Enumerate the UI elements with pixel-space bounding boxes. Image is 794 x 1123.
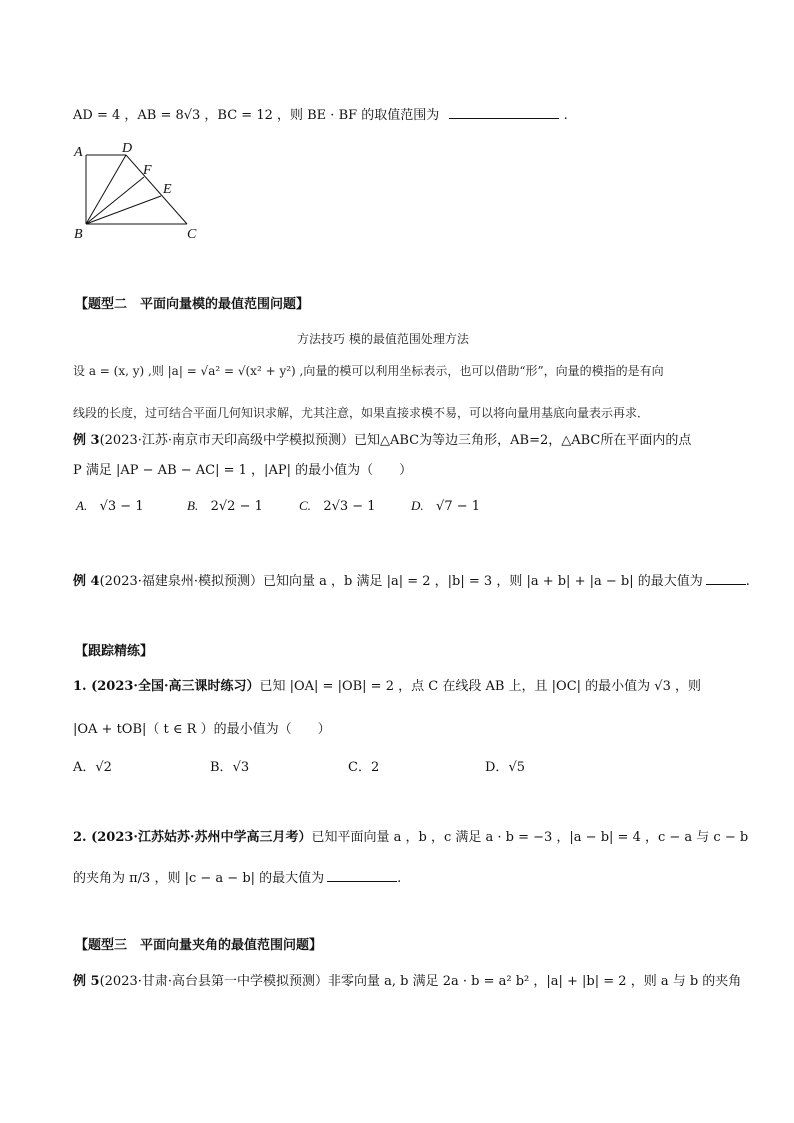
- practice-q2-text: 已知平面向量 a ，b ，c 满足 a · b = −3 ，|a − b| = 4 ，c − a 与 c − b: [311, 830, 749, 845]
- answer-blank: [449, 106, 559, 119]
- practice-q2-line-1: [73, 826, 748, 845]
- label-F: F: [143, 163, 152, 178]
- example-3-line-1: [73, 429, 691, 448]
- method-title: 方法技巧 模的最值范围处理方法: [297, 332, 469, 346]
- example-5: [73, 970, 741, 989]
- problem-top-tail: .: [563, 108, 568, 123]
- practice-heading: 【跟踪精练】: [75, 644, 154, 659]
- practice-q1-text: 已知 |OA| = |OB| = 2 ，点 C 在线段 AB 上，且 |OC| 的最小值为 √3 ，则: [259, 679, 701, 694]
- example-3-line-2: P 满足 |AP − AB − AC| = 1 ，|AP| 的最小值为（ ）: [73, 463, 413, 478]
- method-line-1: 设 a = (x, y) ,则 |a| = √a² = √(x² + y²) ,向量的模可以利用坐标表示，也可以借助“形”，向量的模指的是有向: [73, 364, 664, 378]
- q1-option-d[interactable]: D．√5: [485, 760, 525, 775]
- problem-top-given: AD = 4 ，AB = 8√3 ，BC = 12 ，则 BE · BF 的取值范围为: [73, 108, 440, 123]
- segment-BF: [86, 177, 144, 224]
- label-C: C: [187, 227, 197, 242]
- practice-q1-number: 1. (2023·全国·高三课时练习）: [73, 679, 260, 694]
- problem-top-line: [73, 104, 568, 123]
- ex3-option-d[interactable]: D. √7 − 1: [411, 498, 481, 514]
- method-line-2: 线段的长度，过可结合平面几何知识求解，尤其注意，如果直接求模不易，可以将向量用基底向量表示再求．: [73, 406, 650, 420]
- practice-q1-line-2: |OA + tOB|（ t ∈ R ）的最小值为（ ）: [73, 722, 331, 737]
- q1-option-b[interactable]: B．√3: [210, 760, 250, 775]
- ex3-option-b[interactable]: B. 2√2 − 1: [187, 498, 263, 514]
- label-A: A: [74, 145, 83, 160]
- practice-q2-line-2: 的夹角为 π/3 ，则 |c − a − b| 的最大值为 .: [73, 871, 402, 886]
- practice-q2-number: 2. (2023·江苏姑苏·苏州中学高三月考）: [73, 830, 312, 845]
- answer-blank: [327, 869, 397, 882]
- example-3-label: 例 3: [73, 433, 100, 448]
- label-B: B: [74, 227, 83, 242]
- answer-blank: [706, 572, 746, 585]
- type2-heading: 【题型二 平面向量模的最值范围问题】: [75, 297, 310, 312]
- label-E: E: [163, 182, 172, 197]
- example-4-text: (2023·福建泉州·模拟预测）已知向量 a ，b 满足 |a| = 2 ，|b| = 3 ，则 |a + b| + |a − b| 的最大值为: [99, 574, 703, 589]
- trapezoid-figure: [70, 140, 210, 245]
- q1-option-a[interactable]: A．√2: [73, 760, 112, 775]
- example-5-label: 例 5: [73, 974, 100, 989]
- example-5-text: (2023·甘肃·高台县第一中学模拟预测）非零向量 a, b 满足 2a · b = a² b² ，|a| + |b| = 2 ，则 a 与 b 的夹角: [99, 974, 742, 989]
- type3-heading: 【题型三 平面向量夹角的最值范围问题】: [75, 938, 323, 953]
- example-4: 例 4(2023·福建泉州·模拟预测）已知向量 a ，b 满足 |a| = 2 ，|b| = 3 ，则 |a + b| + |a − b| 的最大值为 .: [73, 574, 750, 589]
- example-3-text: (2023·江苏·南京市天印高级中学模拟预测）已知△ABC为等边三角形，AB=2，△ABC所在平面内的点: [99, 433, 692, 448]
- ex3-option-a[interactable]: A. √3 − 1: [76, 498, 144, 514]
- q1-option-c[interactable]: C．2: [348, 760, 380, 775]
- segment-DC: [126, 155, 187, 224]
- ex3-option-c[interactable]: C. 2√3 − 1: [299, 498, 376, 514]
- label-D: D: [122, 141, 133, 156]
- practice-q1-line-1: [73, 675, 701, 694]
- segment-BD: [86, 155, 126, 224]
- segment-BE: [86, 196, 161, 224]
- example-4-label: 例 4: [73, 574, 100, 589]
